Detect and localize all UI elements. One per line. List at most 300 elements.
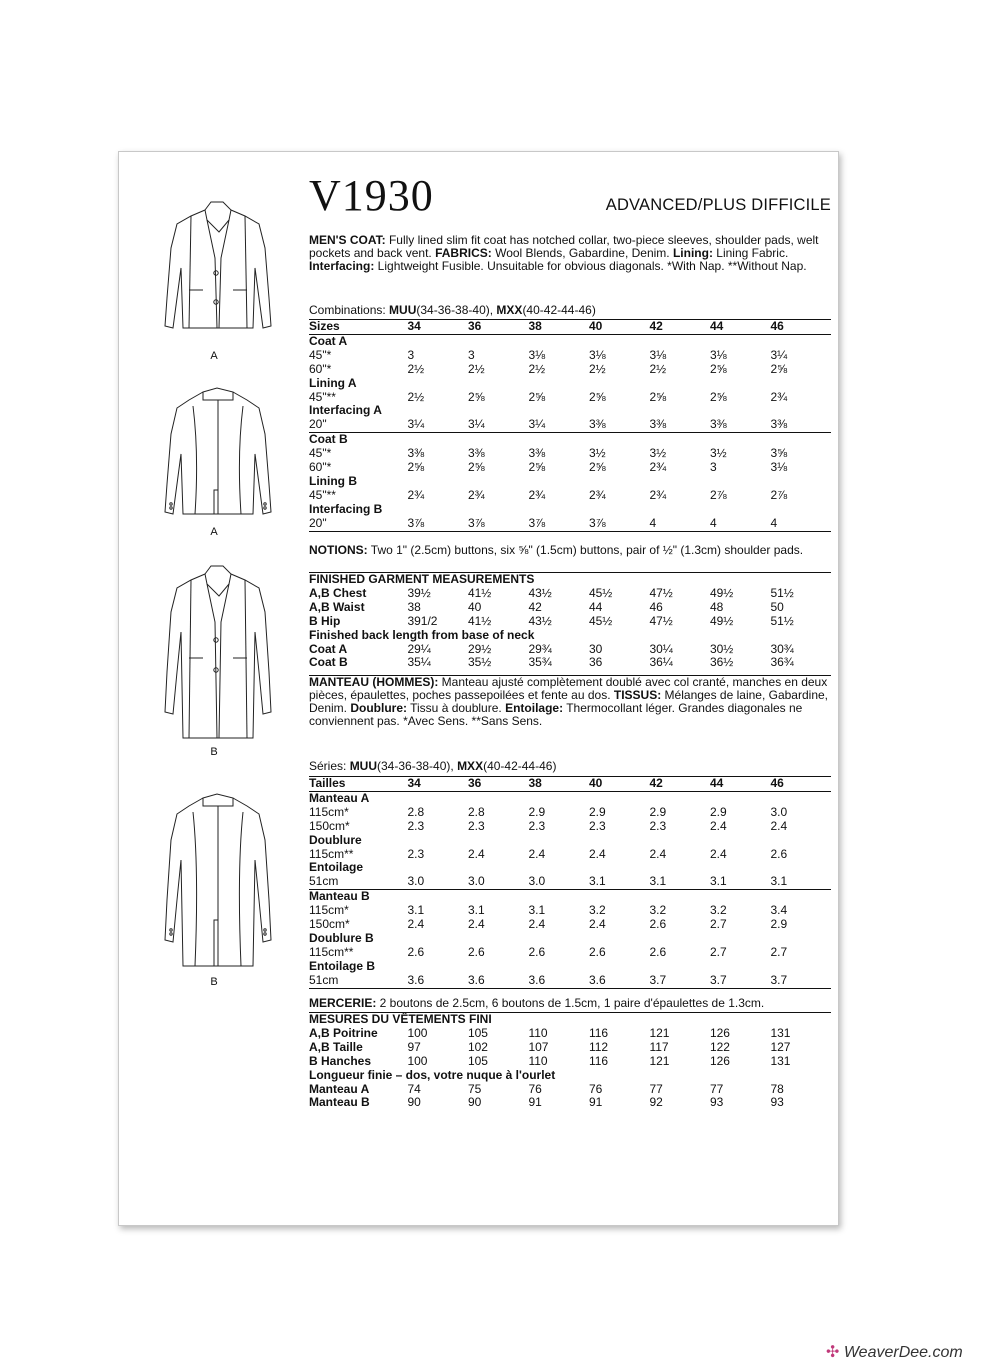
coat-a-back-drawing [159,384,277,524]
table-cell: 3.6 [468,974,529,988]
row-label: B Hanches [309,1053,372,1068]
table-cell: 3.2 [709,903,727,918]
section-row [309,475,831,489]
empty-cell [468,861,529,875]
row-label: 45"** [309,487,336,502]
table-cell: 2.9 [709,804,727,819]
table-cell: 3.6 [528,974,589,988]
table-cell: 93 [770,1095,784,1110]
table-cell: 3⅛ [588,347,606,362]
table-row [309,349,831,363]
table-row [309,820,831,834]
table-cell: 2½ [588,361,606,376]
table-cell: 51½ [770,613,794,628]
table-cell: 47½ [649,613,673,628]
table-cell: 29¾ [528,641,552,656]
table-cell: 3.1 [467,903,485,918]
lining-label: Lining: [672,246,713,260]
table-cell: 2½ [528,361,546,376]
section-title: MESURES DU VÊTEMENTS FINI [309,1012,492,1026]
spool-icon: ✣ [826,1342,840,1361]
combo-code-muu: MUU [389,303,417,317]
combo-sizes-muu: (34-36-38-40), [416,303,497,317]
table-cell: 47½ [649,585,673,600]
table-cell: 105 [467,1053,488,1068]
section-row [309,960,831,974]
row-label: Coat A [309,641,348,656]
empty-cell [528,890,589,904]
section-title: FINISHED GARMENT MEASUREMENTS [309,572,535,586]
size-header: 36 [468,777,529,792]
table-cell: 43½ [528,585,552,600]
section-label: Coat A [309,333,348,348]
table-cell: 126 [709,1025,730,1040]
empty-cell [589,377,650,391]
table-cell: 126 [709,1053,730,1068]
table-cell: 3¼ [407,418,468,432]
table-cell: 2.4 [709,846,727,861]
table-cell: 2.4 [528,846,546,861]
table-cell: 36½ [709,655,734,670]
row-label: Manteau A [309,1081,370,1096]
illustration-caption-b-front: B [210,746,218,758]
table-cell: 2.8 [407,804,425,819]
fr-combo-sizes-muu: (34-36-38-40), [377,759,458,773]
table-row [309,974,831,988]
empty-cell [770,890,831,904]
table-cell: 3.4 [770,903,788,918]
english-finished-measurements [309,573,831,670]
empty-cell [407,791,468,805]
table-cell: 45½ [588,613,613,628]
empty-cell [528,503,589,517]
table-cell: 2⅝ [588,460,606,475]
desc-label: MEN'S COAT: [309,233,386,247]
table-cell: 107 [528,1039,549,1054]
table-cell: 127 [770,1039,791,1054]
table-cell: 2.3 [649,818,667,833]
fr-combo-prefix: Séries: [309,759,350,773]
empty-cell [589,890,650,904]
table-cell: 105 [467,1025,488,1040]
table-cell: 2.3 [407,818,425,833]
table-cell: 110 [528,1025,548,1040]
table-cell: 3.7 [710,974,771,988]
table-cell: 30 [588,641,603,656]
table-cell: 3⅜ [770,418,831,432]
section-label: Coat B [309,432,348,447]
empty-cell [710,404,771,418]
size-header: 46 [770,777,831,792]
english-notions [309,544,833,557]
table-cell: 2.3 [467,818,485,833]
table-cell: 2.9 [770,917,788,932]
empty-cell [770,433,831,447]
row-label: 45"* [309,446,332,461]
size-header-row [309,320,831,335]
table-cell: 2.6 [528,944,546,959]
empty-cell [468,932,529,946]
table-cell: 3½ [709,446,727,461]
table-row [309,1041,831,1055]
table-cell: 3.6 [407,974,468,988]
fr-tissus-text: Mélanges de laine, Gabardine, Denim. [309,688,828,715]
table-cell: 30¼ [649,641,673,656]
fabrics-text: Wool Blends, Gabardine, Denim. [491,246,673,260]
french-mercerie [309,997,833,1010]
table-cell: 36¼ [649,655,673,670]
table-cell: 2.6 [649,917,667,932]
empty-cell [468,334,529,348]
row-label: 45"* [309,347,332,362]
table-cell: 2.8 [467,804,485,819]
table-row [309,517,831,531]
empty-cell [710,377,771,391]
table-cell: 2¾ [649,487,667,502]
empty-cell [770,377,831,391]
empty-cell [649,960,710,974]
empty-cell [528,433,589,447]
size-header: 42 [649,777,710,792]
coat-a-front-drawing [159,198,277,338]
fr-entoilage-label: Entoilage: [505,701,564,715]
empty-cell [468,890,529,904]
table-cell: 35¾ [528,655,552,670]
table-cell: 117 [649,1039,669,1054]
empty-cell [589,334,650,348]
table-cell: 2.6 [770,846,788,861]
section-row [309,834,831,848]
pattern-number: V1930 [309,171,434,220]
row-label: A,B Poitrine [309,1025,378,1040]
row-label: A,B Chest [309,585,367,600]
table-cell: 90 [467,1095,482,1110]
table-cell: 112 [588,1039,609,1054]
empty-cell [649,503,710,517]
row-label: 60"* [309,460,332,475]
empty-cell [468,503,529,517]
empty-cell [770,834,831,848]
empty-cell [649,890,710,904]
table-cell: 2⅝ [528,389,546,404]
table-row [309,1083,831,1097]
table-cell: 51½ [770,585,794,600]
size-header: 44 [710,320,771,335]
section-label: Manteau B [309,889,370,904]
table-cell: 2½ [407,361,425,376]
table-row [309,643,831,657]
empty-cell [589,932,650,946]
table-cell: 3⅛ [709,347,727,362]
table-cell: 49½ [709,613,734,628]
coat-b-back-drawing [159,790,277,970]
table-cell: 35½ [467,655,492,670]
empty-cell [528,960,589,974]
section-row [309,433,831,447]
table-cell: 2.4 [528,917,546,932]
table-row [309,656,831,670]
fr-doublure-label: Doublure: [350,701,408,715]
empty-cell [528,377,589,391]
empty-cell [649,834,710,848]
combo-code-mxx: MXX [496,303,523,317]
size-header: 34 [407,320,468,335]
section-label: Manteau A [309,790,370,805]
empty-cell [407,377,468,391]
empty-cell [407,404,468,418]
table-cell: 2.3 [528,818,546,833]
row-label: 51cm [309,875,407,889]
french-finished-measurements [309,1013,831,1110]
empty-cell [710,932,771,946]
combo-sizes-mxx: (40-42-44-46) [522,303,596,317]
empty-cell [468,404,529,418]
row-label: Manteau B [309,1095,370,1110]
table-cell: 3⅞ [468,517,529,531]
row-label: 115cm* [309,804,349,819]
table-cell: 2.9 [649,804,667,819]
row-label: 45"** [309,389,336,404]
skill-level: ADVANCED/PLUS DIFFICILE [605,196,831,214]
section-label: Doublure [309,832,362,847]
size-header-row [309,777,831,792]
table-cell: 41½ [467,585,492,600]
table-cell: 2¾ [770,389,788,404]
fr-combo-sizes-mxx: (40-42-44-46) [483,759,557,773]
table-cell: 3½ [588,446,606,461]
table-cell: 121 [649,1053,670,1068]
fr-doublure-text: Tissu à doublure. [407,701,506,715]
table-cell: 75 [467,1081,482,1096]
empty-cell [589,404,650,418]
table-cell: 2⅝ [528,460,546,475]
interfacing-text: Lightweight Fusible. Unsuitable for obvious diagonals. *With Nap. **Without Nap. [374,259,807,273]
size-header: 46 [770,320,831,335]
table-cell: 78 [770,1081,784,1096]
illustration-column [119,152,309,1225]
table-cell: 2.4 [770,818,788,833]
english-yardage-table [309,319,831,532]
table-cell: 2⅝ [467,460,485,475]
table-cell: 2.4 [407,917,425,932]
empty-cell [407,503,468,517]
empty-cell [770,503,831,517]
empty-cell [649,433,710,447]
table-row [309,904,831,918]
table-row [309,806,831,820]
table-cell: 3.0 [407,875,468,889]
empty-cell [468,960,529,974]
table-cell: 391/2 [407,613,438,628]
table-cell: 4 [710,517,771,531]
table-cell: 2.4 [709,818,727,833]
table-cell: 39½ [407,585,431,600]
table-cell: 2⅞ [709,487,727,502]
table-cell: 102 [467,1039,488,1054]
table-cell: 3⅛ [649,347,667,362]
empty-cell [770,334,831,348]
table-cell: 2.4 [649,846,667,861]
empty-cell [589,960,650,974]
table-row [309,489,831,503]
empty-cell [710,834,771,848]
size-header: 40 [589,320,650,335]
empty-cell [649,404,710,418]
table-cell: 3½ [649,446,667,461]
table-cell: 29½ [467,641,492,656]
row-label: 150cm* [309,917,350,932]
table-row [309,587,831,601]
empty-cell [710,433,771,447]
empty-cell [710,890,771,904]
table-row [309,918,831,932]
table-cell: 2¾ [588,487,606,502]
table-cell: 3⅜ [467,446,485,461]
table-cell: 4 [649,517,710,531]
empty-cell [528,791,589,805]
table-cell: 3.6 [589,974,650,988]
table-cell: 3.0 [770,804,788,819]
table-row [309,1096,831,1110]
empty-cell [407,890,468,904]
table-cell: 29¼ [407,641,431,656]
table-cell: 3.1 [589,875,650,889]
row-label: 150cm* [309,818,350,833]
table-cell: 2.9 [528,804,546,819]
fr-desc-text: Manteau ajusté complètement doublé avec col cranté, manches en deux pièces, épaulettes, poches passepoilées et fente au dos. [309,675,828,702]
empty-cell [649,932,710,946]
section-row [309,932,831,946]
empty-cell [710,503,771,517]
table-cell: 2.9 [588,804,606,819]
english-combinations [309,304,596,317]
table-cell: 2⅝ [770,361,788,376]
table-cell: 2⅞ [770,487,788,502]
empty-cell [407,475,468,489]
table-cell: 43½ [528,613,552,628]
table-cell: 2.7 [709,917,727,932]
table-cell: 2.7 [709,944,727,959]
table-cell: 30½ [709,641,734,656]
size-header: 34 [407,777,468,792]
table-cell: 76 [528,1081,542,1096]
fabrics-label: FABRICS: [435,246,492,260]
table-cell: 3⅜ [710,418,771,432]
table-cell: 121 [649,1025,670,1040]
table-cell: 116 [588,1053,609,1068]
table-cell: 50 [770,599,784,614]
empty-cell [710,861,771,875]
row-label: A,B Waist [309,599,365,614]
table-cell: 30¾ [770,641,794,656]
section-row [309,334,831,348]
empty-cell [407,960,468,974]
section-row [309,861,831,875]
section-row [309,1013,831,1027]
empty-cell [528,834,589,848]
logo-text: WeaverDee.com [843,1344,963,1361]
table-cell: 2.6 [649,944,667,959]
empty-cell [468,791,529,805]
table-cell: 116 [588,1025,609,1040]
fr-entoilage-text: Thermocollant léger. Grandes diagonales ne conviennent pas. *Avec Sens. **Sans Sens. [309,701,803,728]
table-cell: 4 [770,517,831,531]
coat-b-front-drawing [159,562,277,742]
lining-text: Lining Fabric. [712,246,789,260]
empty-cell [528,475,589,489]
section-title: Finished back length from base of neck [309,627,535,642]
sizes-label: Tailles [309,777,407,792]
table-cell: 93 [709,1095,724,1110]
notions-text: Two 1" (2.5cm) buttons, six ⅝" (1.5cm) buttons, pair of ½" (1.3cm) shoulder pads. [367,543,804,557]
table-cell: 3⅝ [770,446,788,461]
table-cell: 3.7 [649,974,710,988]
table-cell: 131 [770,1053,791,1068]
table-row [309,946,831,960]
section-label: Entoilage B [309,958,376,973]
table-cell: 100 [407,1053,428,1068]
table-cell: 3.2 [588,903,606,918]
table-row [309,363,831,377]
empty-cell [770,475,831,489]
table-cell: 100 [407,1025,428,1040]
table-cell: 2⅝ [407,460,425,475]
table-cell: 91 [588,1095,603,1110]
table-cell: 42 [528,599,542,614]
table-cell: 3.1 [649,875,710,889]
empty-cell [407,433,468,447]
fr-combo-code-muu: MUU [349,759,378,773]
section-label: Lining A [309,375,357,390]
table-cell: 2½ [407,389,425,404]
table-cell: 110 [528,1053,548,1068]
table-cell: 3 [407,347,415,362]
interfacing-label: Interfacing: [309,259,375,273]
section-label: Interfacing B [309,501,383,516]
size-header: 36 [468,320,529,335]
french-yardage-table [309,776,831,989]
section-label: Lining B [309,473,357,488]
empty-cell [589,433,650,447]
row-label: 60"* [309,361,332,376]
empty-cell [468,377,529,391]
table-row [309,1027,831,1041]
table-cell: 36 [588,655,603,670]
empty-cell [649,377,710,391]
table-cell: 2¾ [528,487,546,502]
table-cell: 41½ [467,613,492,628]
table-cell: 91 [528,1095,542,1110]
empty-cell [770,932,831,946]
table-cell: 2.6 [588,944,606,959]
notions-label: NOTIONS: [309,543,368,557]
empty-cell [528,861,589,875]
section-row [309,404,831,418]
fr-tissus-label: TISSUS: [613,688,662,702]
empty-cell [589,861,650,875]
french-description [309,676,833,728]
empty-cell [407,932,468,946]
section-label: Doublure B [309,930,374,945]
empty-cell [407,861,468,875]
section-title: Longueur finie – dos, votre nuque à l'ourlet [309,1067,556,1082]
table-cell: 3.1 [407,903,425,918]
mercerie-text: 2 boutons de 2.5cm, 6 boutons de 1.5cm, 1 paire d'épaulettes de 1.3cm. [376,996,765,1010]
illustration-caption-a-front: A [210,350,218,362]
table-cell: 48 [709,599,724,614]
table-cell: 2.3 [407,846,425,861]
table-cell: 38 [407,599,421,614]
